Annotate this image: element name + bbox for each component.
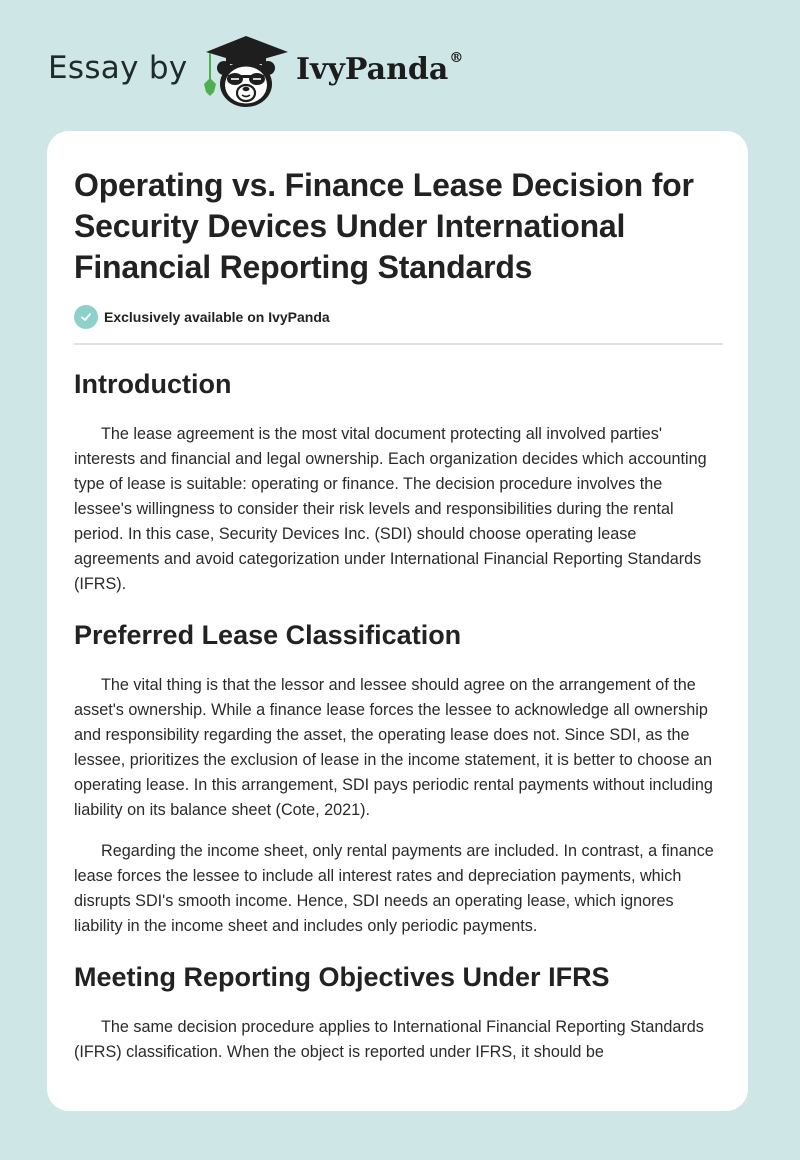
section-heading-ifrs: Meeting Reporting Objectives Under IFRS: [74, 962, 610, 992]
brand-name: IvyPanda: [296, 52, 449, 87]
check-circle-icon: [74, 305, 98, 329]
essay-by-label: Essay by: [48, 50, 188, 86]
paragraph-introduction-1: The lease agreement is the most vital document protecting all involved parties' interests and financial and legal ownership. Each organization decides which accounting type of lease is suitable: operating or finance. The decision procedure involves the lessee's willingness to consider their risk levels and responsibilities during the rental period. In this case, Security Devices Inc. (SDI) should choose operating lease agreements and avoid categorization under International Financial Reporting Standards (IFRS).: [74, 425, 707, 593]
exclusive-badge: [74, 304, 724, 330]
paragraph-preferred-lease-1: The vital thing is that the lessor and lessee should agree on the arrangement of the asset's ownership. While a finance lease forces the lessee to acknowledge all ownership and responsibility regarding the asset, the operating lease does not. Since SDI, as the lessee, prioritizes the exclusion of lease in the income statement, it is better to choose an operating lease. In this arrangement, SDI pays periodic rental payments without including liability on its balance sheet (Cote, 2021).: [74, 676, 713, 819]
paragraph-ifrs-1: The same decision procedure applies to International Financial Reporting Standards (IFRS) classification. When the object is reported under IFRS, it should be: [74, 1018, 704, 1061]
title-divider: [74, 343, 723, 345]
exclusive-badge-label: Exclusively available on IvyPanda: [104, 309, 330, 325]
panda-graduation-cap-icon[interactable]: [200, 34, 292, 110]
site-header: [0, 0, 800, 130]
paragraph-preferred-lease-2: Regarding the income sheet, only rental payments are included. In contrast, a finance lease forces the lessee to include all interest rates and depreciation payments, which disrupts SDI's smooth income. Hence, SDI needs an operating lease, which ignores liability in the income sheet and includes only periodic payments.: [74, 842, 714, 935]
registered-mark: ®: [449, 50, 464, 66]
essay-card: [47, 131, 748, 1111]
brand-logo-text[interactable]: [296, 52, 463, 87]
section-heading-introduction: Introduction: [74, 369, 232, 399]
section-heading-preferred-lease: Preferred Lease Classification: [74, 620, 462, 650]
essay-title: Operating vs. Finance Lease Decision for Security Devices Under International Financial Reporting Standards: [74, 167, 694, 285]
essay-content: [74, 165, 724, 1065]
